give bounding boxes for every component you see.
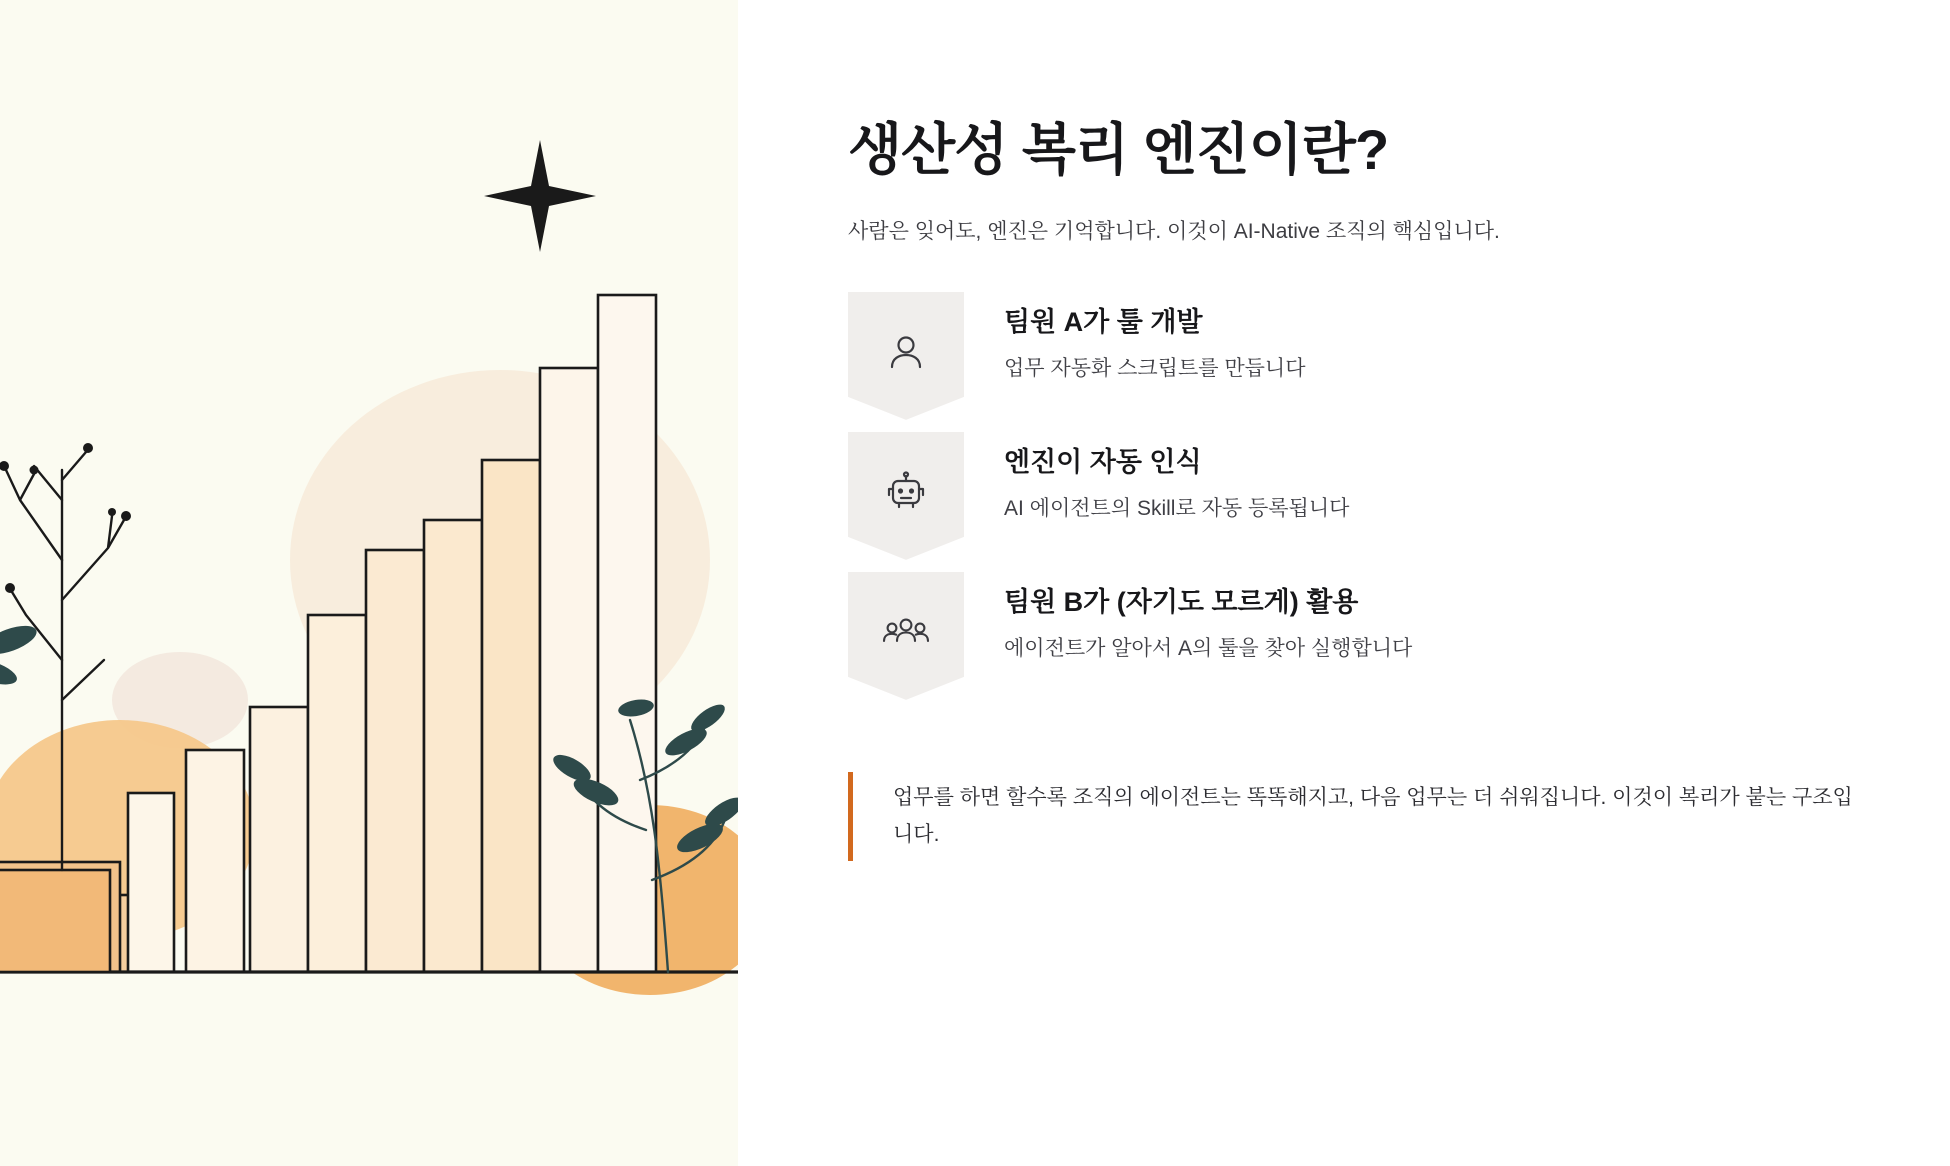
step-item-2 [848, 432, 1858, 560]
step-title-1: 팀원 A가 툴 개발 [1004, 306, 1203, 337]
steps-list [848, 292, 1858, 700]
step-title-3: 팀원 B가 (자기도 모르게) 활용 [1004, 586, 1359, 617]
person-icon [883, 337, 929, 375]
people-group-icon [881, 617, 931, 655]
callout-box [848, 772, 1858, 862]
step-text-1 [964, 292, 1306, 384]
step-text-2 [964, 432, 1349, 524]
step-desc-3: 에이전트가 알아서 A의 툴을 찾아 실행합니다 [1004, 637, 1413, 661]
robot-icon [883, 477, 929, 515]
growth-bar-chart-illustration [0, 0, 738, 1166]
step-title-2: 엔진이 자동 인식 [1004, 446, 1202, 477]
step-item-1 [848, 292, 1858, 420]
step-item-3 [848, 572, 1858, 700]
callout-text: 업무를 하면 할수록 조직의 에이전트는 똑똑해지고, 다음 업무는 더 쉬워집니다. 이것이 복리가 붙는 구조입니다. [893, 785, 1853, 846]
step-badge-3 [848, 572, 964, 700]
step-badge-2 [848, 432, 964, 560]
content-panel [738, 0, 1950, 1166]
illustration-panel [0, 0, 738, 1166]
step-text-3 [964, 572, 1412, 664]
step-badge-1 [848, 292, 964, 420]
step-desc-1: 업무 자동화 스크립트를 만듭니다 [1004, 357, 1306, 381]
page-subtitle: 사람은 잊어도, 엔진은 기억합니다. 이것이 AI-Native 조직의 핵심입니다. [848, 220, 1500, 244]
step-desc-2: AI 에이전트의 Skill로 자동 등록됩니다 [1004, 497, 1350, 521]
page-title: 생산성 복리 엔진이란? [848, 118, 1389, 181]
